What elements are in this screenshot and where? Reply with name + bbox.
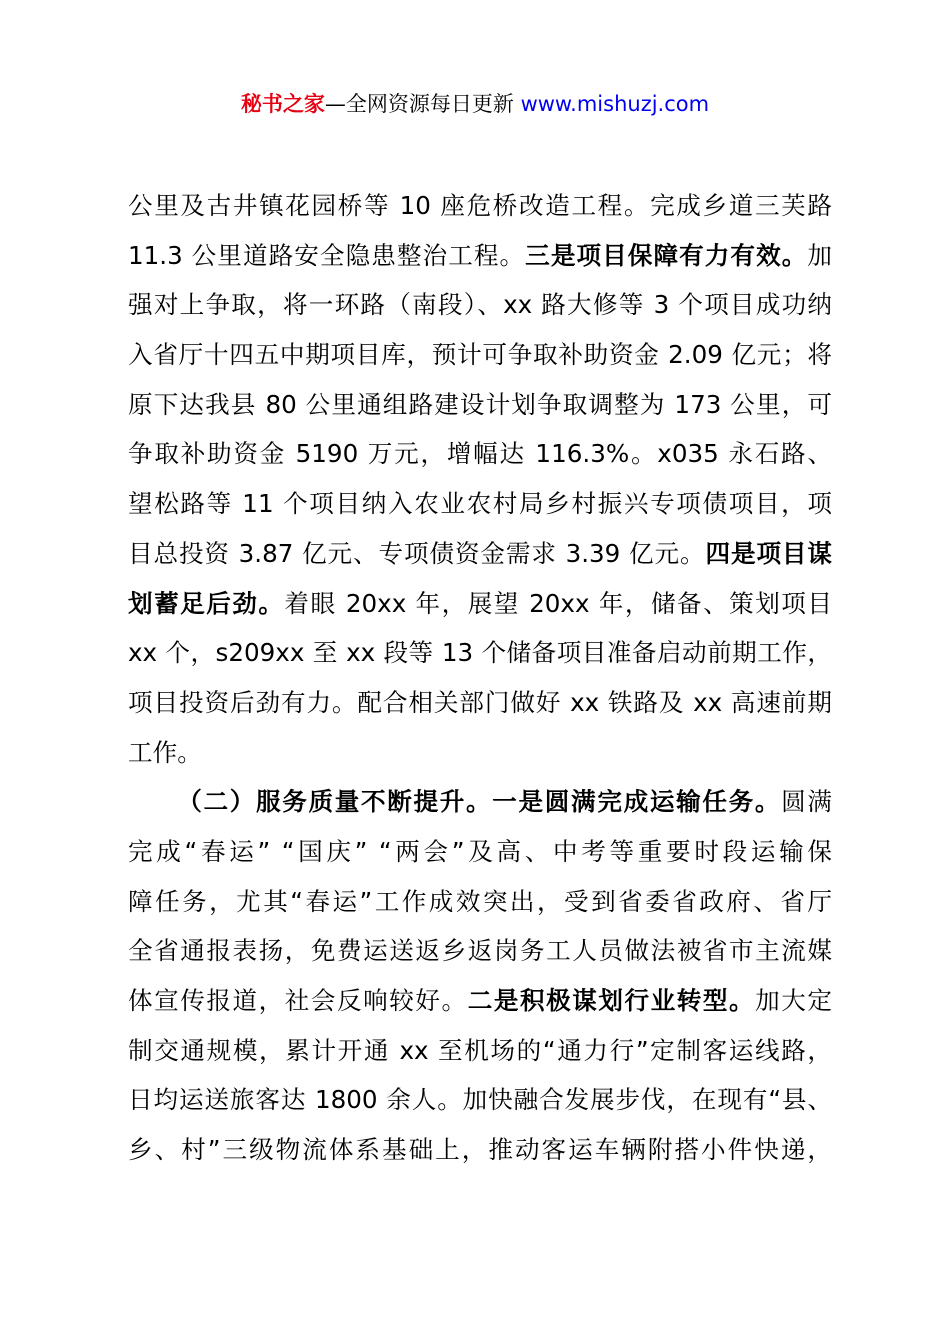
text-line [128,380,832,430]
text-line [128,877,832,927]
text-line [128,479,832,529]
text-line [128,628,832,678]
text-line [128,429,832,479]
line-text: 强对上争取，将一环路（南段）、xx 路大修等 3 个项目成功纳 [128,290,832,320]
site-url-link[interactable]: www.mishuzj.com [520,92,710,116]
text-line [128,827,832,877]
line-text: 原下达我县 80 公里通组路建设计划争取调整为 173 公里，可 [128,389,832,419]
line-text-tail: 着眼 20xx 年，展望 20xx 年，储备、策划项目 [284,588,832,618]
line-text: 日均运送旅客达 1800 余人。加快融合发展步伐，在现有“县、 [128,1085,832,1115]
line-text: xx 个，s209xx 至 xx 段等 13 个储备项目准备启动前期工作， [128,638,832,668]
line-text-tail: 加大定 [755,986,832,1015]
text-line [128,231,832,281]
line-text: 制交通规模，累计开通 xx 至机场的“通力行”定制客运线路， [128,1035,832,1065]
line-text: 工作。 [128,737,202,767]
text-line [128,579,832,629]
line-text-tail: 加 [807,240,832,270]
line-text: 目总投资 3.87 亿元、专项债资金需求 3.39 亿元。 [128,538,706,568]
line-bold-heading: 三是项目保障有力有效。 [525,240,808,270]
paragraph-projects [128,181,832,777]
line-text: 望松路等 11 个项目纳入农业农村局乡村振兴专项债项目，项 [128,489,832,519]
line-bold-heading: 四是项目谋 [705,538,832,568]
paragraph-service-quality [128,777,832,1175]
text-line [128,181,832,231]
site-brand: 秘书之家 [240,92,325,116]
text-line [128,678,832,728]
line-text: 入省厅十四五中期项目库，预计可争取补助资金 2.09 亿元；将 [128,340,832,370]
line-bold-heading: 二是积极谋划行业转型。 [467,986,756,1015]
line-text-tail: 圆满 [781,787,832,817]
text-line [128,529,832,579]
text-line [128,1026,832,1076]
text-line [128,1075,832,1125]
text-line [128,330,832,380]
line-text: 公里及古井镇花园桥等 10 座危桥改造工程。完成乡道三芙路 [128,191,832,220]
document-body [128,181,832,1175]
text-line [128,777,832,827]
line-text: 11.3 公里道路安全隐患整治工程。 [128,240,526,270]
text-line [128,280,832,330]
line-bold-heading: （二）服务质量不断提升。一是圆满完成运输任务。 [177,787,782,817]
line-text: 体宣传报道，社会反响较好。 [128,986,468,1015]
line-text: 完成“春运” “国庆” “两会”及高、中考等重要时段运输保 [128,836,832,866]
line-text: 争取补助资金 5190 万元，增幅达 116.3%。x035 永石路、 [128,439,832,469]
site-header [0,88,950,120]
site-tagline: —全网资源每日更新 [324,92,514,116]
text-line [128,1125,832,1175]
line-bold-heading: 划蓄足后劲。 [128,588,285,618]
line-text: 项目投资后劲有力。配合相关部门做好 xx 铁路及 xx 高速前期 [128,687,832,717]
text-line [128,976,832,1026]
text-line [128,926,832,976]
line-text: 障任务，尤其“春运”工作成效突出，受到省委省政府、省厅 [128,886,832,916]
line-text: 乡、村”三级物流体系基础上，推动客运车辆附搭小件快递， [128,1135,832,1165]
line-text: 全省通报表扬，免费运送返乡返岗务工人员做法被省市主流媒 [128,936,832,966]
text-line [128,728,832,778]
